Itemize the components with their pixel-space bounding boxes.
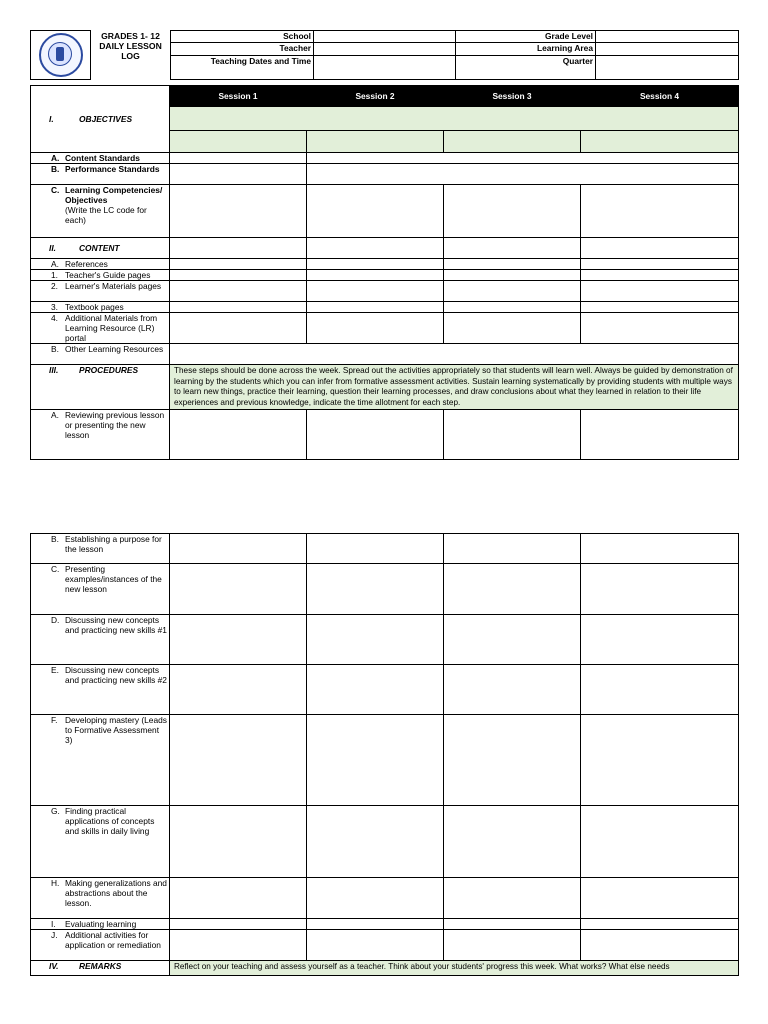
step-b-s1-cell[interactable] [170,534,307,564]
additional-materials-label: 4. Additional Materials from Learning Resource (LR) portal [31,313,170,344]
content-s1-cell[interactable] [170,238,307,259]
textbook-pages-s3-cell[interactable] [444,302,581,313]
step-g-s4-cell[interactable] [581,806,739,878]
step-f-s1-cell[interactable] [170,715,307,806]
session-1-header: Session 1 [170,86,307,107]
quarter-label: Quarter [456,55,596,80]
learners-materials-s2-cell[interactable] [307,281,444,302]
step-e-s2-cell[interactable] [307,665,444,715]
teaching-dates-field[interactable] [314,55,456,80]
additional-materials-s2-cell[interactable] [307,313,444,344]
step-h-s1-cell[interactable] [170,878,307,919]
header-table [30,30,739,80]
objectives-s3-cell[interactable] [444,131,581,153]
references-s2-cell[interactable] [307,259,444,270]
step-d-s3-cell[interactable] [444,615,581,665]
step-d-label: D. Discussing new concepts and practicing new skills #1 [31,615,170,665]
performance-standards-merged-cell[interactable] [307,164,739,185]
textbook-pages-s1-cell[interactable] [170,302,307,313]
document-title: GRADES 1- 12 DAILY LESSON LOG [99,30,162,61]
objectives-s4-cell[interactable] [581,131,739,153]
learners-materials-s1-cell[interactable] [170,281,307,302]
textbook-pages-s4-cell[interactable] [581,302,739,313]
session-2-header: Session 2 [307,86,444,107]
step-e-s3-cell[interactable] [444,665,581,715]
lesson-log-table-part2 [30,533,739,976]
step-b-s4-cell[interactable] [581,534,739,564]
content-s3-cell[interactable] [444,238,581,259]
teachers-guide-s3-cell[interactable] [444,270,581,281]
other-resources-merged-cell[interactable] [170,344,739,365]
teachers-guide-s1-cell[interactable] [170,270,307,281]
step-b-label: B. Establishing a purpose for the lesson [31,534,170,564]
objectives-heading: I. OBJECTIVES [31,86,170,153]
step-j-s4-cell[interactable] [581,930,739,961]
step-i-s4-cell[interactable] [581,919,739,930]
step-a-s1-cell[interactable] [170,410,307,460]
step-h-s3-cell[interactable] [444,878,581,919]
textbook-pages-label: 3. Textbook pages [31,302,170,313]
learning-competencies-label: C. Learning Competencies/ Objectives (Write the LC code for each) [31,185,170,238]
objectives-merged-cell[interactable] [170,107,739,131]
procedures-heading: III. PROCEDURES [31,365,170,410]
step-g-s1-cell[interactable] [170,806,307,878]
step-g-s3-cell[interactable] [444,806,581,878]
content-standards-label: A. Content Standards [31,153,170,164]
step-h-label: H. Making generalizations and abstractions about the lesson. [31,878,170,919]
lesson-log-table-part1 [30,85,739,460]
references-s1-cell[interactable] [170,259,307,270]
teacher-field[interactable] [314,43,456,55]
learning-competencies-s1-cell[interactable] [170,185,307,238]
step-d-s1-cell[interactable] [170,615,307,665]
step-d-s2-cell[interactable] [307,615,444,665]
learners-materials-s3-cell[interactable] [444,281,581,302]
teacher-label: Teacher [171,43,314,55]
step-e-s4-cell[interactable] [581,665,739,715]
teaching-dates-label: Teaching Dates and Time [171,55,314,80]
step-f-s2-cell[interactable] [307,715,444,806]
step-g-label: G. Finding practical applications of concepts and skills in daily living [31,806,170,878]
step-a-s4-cell[interactable] [581,410,739,460]
objectives-s1-cell[interactable] [170,131,307,153]
references-s3-cell[interactable] [444,259,581,270]
grade-level-field[interactable] [596,31,739,43]
session-3-header: Session 3 [444,86,581,107]
teachers-guide-s2-cell[interactable] [307,270,444,281]
step-a-s3-cell[interactable] [444,410,581,460]
textbook-pages-s2-cell[interactable] [307,302,444,313]
school-field[interactable] [314,31,456,43]
additional-materials-s3-cell[interactable] [444,313,581,344]
step-c-label: C. Presenting examples/instances of the new lesson [31,564,170,615]
step-c-s1-cell[interactable] [170,564,307,615]
step-d-s4-cell[interactable] [581,615,739,665]
step-h-s4-cell[interactable] [581,878,739,919]
step-b-s3-cell[interactable] [444,534,581,564]
step-f-s4-cell[interactable] [581,715,739,806]
step-e-s1-cell[interactable] [170,665,307,715]
step-i-s3-cell[interactable] [444,919,581,930]
content-s2-cell[interactable] [307,238,444,259]
step-c-s4-cell[interactable] [581,564,739,615]
performance-standards-s1-cell[interactable] [170,164,307,185]
step-e-label: E. Discussing new concepts and practicing new skills #2 [31,665,170,715]
additional-materials-s4-cell[interactable] [581,313,739,344]
step-g-s2-cell[interactable] [307,806,444,878]
step-b-s2-cell[interactable] [307,534,444,564]
performance-standards-label: B. Performance Standards [31,164,170,185]
step-c-s3-cell[interactable] [444,564,581,615]
content-s4-cell[interactable] [581,238,739,259]
remarks-instructions: Reflect on your teaching and assess yourself as a teacher. Think about your students' progress this week. What works? What else needs [170,961,739,976]
teachers-guide-s4-cell[interactable] [581,270,739,281]
step-i-s1-cell[interactable] [170,919,307,930]
step-c-s2-cell[interactable] [307,564,444,615]
other-resources-label: B. Other Learning Resources [31,344,170,365]
school-label: School [171,31,314,43]
procedures-instructions: These steps should be done across the week. Spread out the activities appropriately so that students will learn well. Always be guided by demonstration of learning by the students which you can infer from formative assessment activities. Sustain learning systematically by providing students with multiple ways to learn new things, practice their learning, question their learning processes, and draw conclusions about what they learned in relation to their life experiences and previous knowledge, indicate the time allotment for each step. [170,365,739,410]
step-i-label: I. Evaluating learning [31,919,170,930]
content-standards-s1-cell[interactable] [170,153,307,164]
step-j-label: J. Additional activities for application or remediation [31,930,170,961]
learning-competencies-s2-cell[interactable] [307,185,444,238]
learning-competencies-s3-cell[interactable] [444,185,581,238]
session-4-header: Session 4 [581,86,739,107]
step-h-s2-cell[interactable] [307,878,444,919]
teachers-guide-label: 1. Teacher's Guide pages [31,270,170,281]
grade-level-label: Grade Level [456,31,596,43]
content-heading: II. CONTENT [31,238,170,259]
quarter-field[interactable] [596,55,739,80]
step-j-s3-cell[interactable] [444,930,581,961]
learners-materials-s4-cell[interactable] [581,281,739,302]
step-j-s2-cell[interactable] [307,930,444,961]
learners-materials-label: 2. Learner's Materials pages [31,281,170,302]
learning-area-label: Learning Area [456,43,596,55]
deped-seal [31,31,91,80]
learning-area-field[interactable] [596,43,739,55]
step-i-s2-cell[interactable] [307,919,444,930]
objectives-s2-cell[interactable] [307,131,444,153]
seal-icon [39,33,83,77]
learning-competencies-s4-cell[interactable] [581,185,739,238]
step-f-s3-cell[interactable] [444,715,581,806]
content-standards-merged-cell[interactable] [307,153,739,164]
references-s4-cell[interactable] [581,259,739,270]
step-a-s2-cell[interactable] [307,410,444,460]
additional-materials-s1-cell[interactable] [170,313,307,344]
step-j-s1-cell[interactable] [170,930,307,961]
step-f-label: F. Developing mastery (Leads to Formative Assessment 3) [31,715,170,806]
references-label: A. References [31,259,170,270]
remarks-heading: IV. REMARKS [31,961,170,976]
step-a-label: A. Reviewing previous lesson or presenting the new lesson [31,410,170,460]
